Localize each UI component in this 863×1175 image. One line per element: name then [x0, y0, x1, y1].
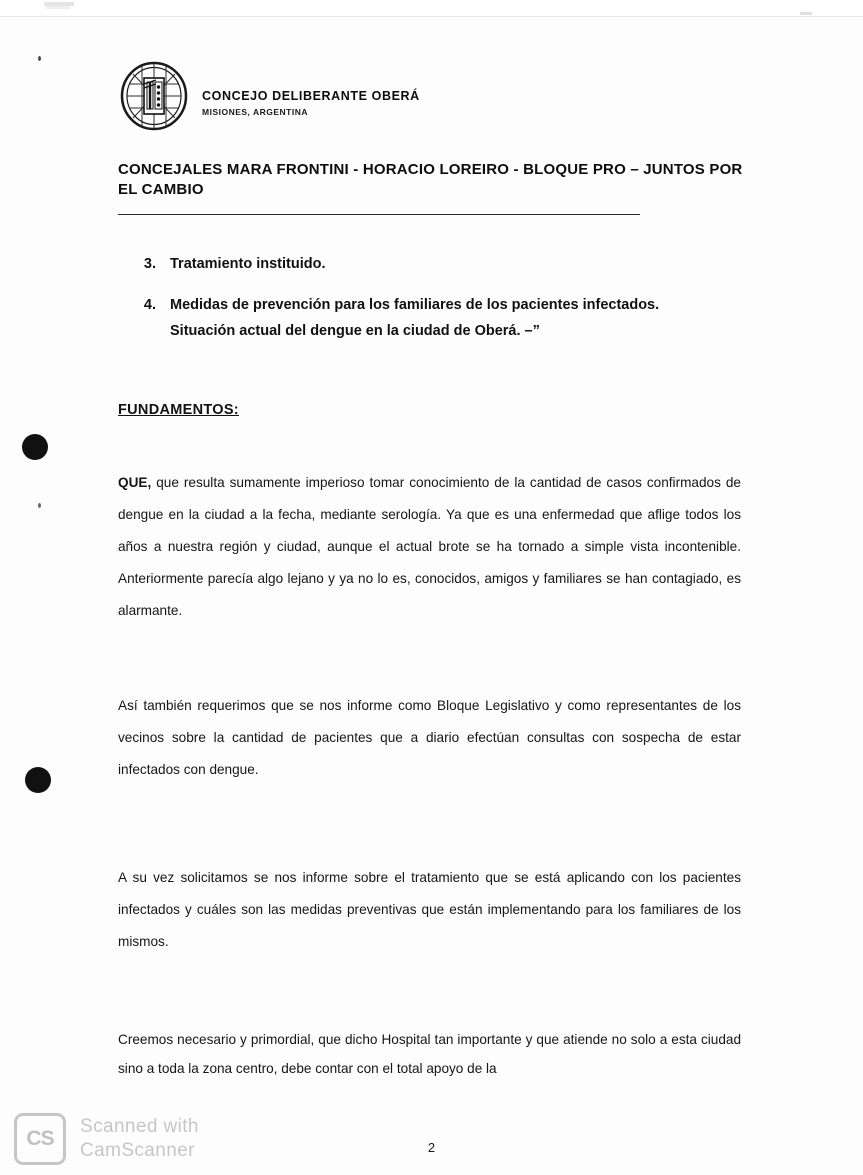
paragraph-1-body: que resulta sumamente imperioso tomar conocimiento de la cantidad de casos confirmados de dengue en la ciudad a la fecha, mediante serología. Ya que es una enfermedad que aflige todos los años a nuestra región y ciudad, aunque el actual brote se ha tornado a simple vista incontenible. Anteriormente parecía algo lejano y ya no lo es, conocidos, amigos y familiares se han contagiado, es alarmante. [118, 475, 741, 618]
scan-speck [38, 503, 41, 508]
document-header [118, 60, 420, 132]
list-item-text [170, 293, 744, 344]
list-item-body: Tratamiento instituido. [170, 256, 326, 272]
watermark-line-2: CamScanner [80, 1140, 195, 1161]
paragraph-4: Creemos necesario y primordial, que dicho Hospital tan importante y que atiende no solo a esta ciudad sino a toda la zona centro, debe contar con el total apoyo de la [118, 1032, 741, 1076]
paragraph-2: Así también requerimos que se nos informe como Bloque Legislativo y como representantes de los vecinos sobre la cantidad de pacientes que a diario efectúan consultas con sospecha de estar infectados con dengue. [118, 698, 741, 777]
scan-artifact [46, 6, 70, 9]
list-item-continuation: Situación actual del dengue en la ciudad de Oberá. –” [170, 322, 540, 339]
numbered-list [140, 252, 744, 360]
scan-edge-line [0, 16, 863, 17]
camscanner-text [80, 1115, 199, 1163]
org-title: CONCEJO DELIBERANTE OBERÁ [202, 89, 420, 103]
camscanner-badge-icon: CS [14, 1113, 66, 1165]
page-number: 2 [427, 1140, 436, 1155]
list-item-index: 3. [143, 256, 156, 272]
org-identity [202, 75, 420, 117]
list-item [140, 252, 744, 277]
org-subtitle: MISIONES, ARGENTINA [202, 107, 308, 117]
scan-top-edge [0, 0, 863, 14]
section-heading-fundamentos: FUNDAMENTOS: [118, 402, 239, 418]
scan-artifact [800, 12, 812, 15]
paragraph-1-lead: QUE, [118, 475, 152, 490]
list-item-body: Medidas de prevención para los familiares de los pacientes infectados. [170, 297, 660, 314]
list-item-index: 4. [143, 297, 156, 314]
watermark-line-1: Scanned with [80, 1116, 199, 1138]
list-item-text [170, 252, 744, 277]
hole-punch-mark [22, 434, 48, 460]
list-item [140, 293, 744, 344]
council-members-line: CONCEJALES MARA FRONTINI - HORACIO LOREIRO - BLOQUE PRO – JUNTOS POR EL CAMBIO [118, 161, 743, 198]
paragraph-3: A su vez solicitamos se nos informe sobre el tratamiento que se está aplicando con los pacientes infectados y cuáles son las medidas preventivas que están implementando para los familiares de los mismos. [118, 870, 741, 949]
coat-of-arms-icon [118, 60, 190, 132]
scan-speck [38, 56, 41, 61]
paragraph-1 [118, 467, 741, 627]
hole-punch-mark [25, 767, 51, 793]
camscanner-watermark [14, 1113, 199, 1165]
horizontal-divider [118, 214, 640, 215]
